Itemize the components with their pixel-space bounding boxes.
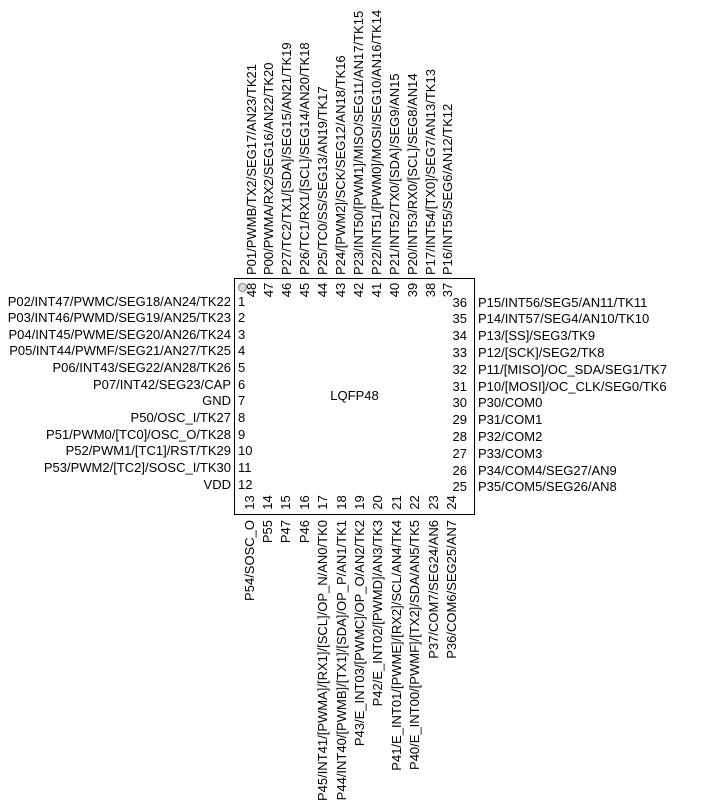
pin-label-top: P24/[PWM2]/SCK/SEG12/AN18/TK16 [333, 55, 348, 275]
pin-number-right: 29 [452, 412, 467, 428]
pin-number-top: 40 [386, 282, 402, 298]
pin-number-right: 35 [452, 311, 467, 327]
pin-number-top: 48 [243, 282, 259, 298]
pin-number-right: 25 [452, 479, 467, 495]
pin-label-left: P04/INT45/PWME/SEG20/AN26/TK24 [8, 326, 231, 342]
pin-label-left: P06/INT43/SEG22/AN28/TK26 [52, 360, 231, 376]
pin-label-right: P14/INT57/SEG4/AN10/TK10 [478, 311, 650, 327]
pin-number-left: 8 [238, 410, 246, 426]
pin-label-left: P53/PWM2/[TC2]/SOSC_I/TK30 [43, 460, 231, 475]
pin-number-right: 31 [452, 378, 467, 394]
pin-number-top: 43 [333, 282, 348, 298]
pin-label-left: P51/PWM0/[TC0]/OSC_O/TK28 [46, 426, 231, 442]
pin-number-top: 45 [297, 282, 313, 298]
pin-number-top: 39 [404, 282, 420, 298]
pin-number-right: 34 [452, 328, 467, 344]
pin-label-left: P07/INT42/SEG23/CAP [92, 376, 231, 392]
pin-label-right: P34/COM4/SEG27/AN9 [478, 462, 617, 478]
pin-label-left: VDD [203, 476, 231, 492]
pin-number-bottom: 15 [278, 495, 294, 510]
pin-label-left: GND [202, 393, 231, 409]
pin-number-top: 46 [279, 282, 295, 298]
pin-label-right: P35/COM5/SEG26/AN8 [478, 479, 617, 495]
pin-label-right: P15/INT56/SEG5/AN11/TK11 [478, 294, 648, 310]
pin-number-bottom: 18 [333, 495, 349, 510]
package-name: LQFP48 [330, 388, 379, 403]
pin-number-top: 38 [422, 282, 438, 298]
pin-number-top: 41 [368, 282, 384, 298]
pin-number-bottom: 23 [425, 495, 441, 510]
pin-label-bottom: P44/INT40/[PWMB]/[TX1]/[SDA]/OP_P/AN1/TK1 [333, 520, 349, 801]
pin-number-bottom: 17 [315, 495, 331, 510]
pin-label-top: P26/TC1/RX1/[SCL]/SEG14/AN20/TK18 [297, 42, 313, 275]
pin-label-top: P17/INT54/[TX0]/SEG7/AN13/TK13 [422, 69, 438, 275]
pin-number-top: 37 [440, 282, 456, 298]
pin-number-right: 33 [452, 344, 467, 360]
pin-label-top: P00/PWMA/RX2/SEG16/AN22/TK20 [261, 62, 277, 275]
pin-number-right: 30 [452, 395, 467, 411]
pin-number-right: 26 [452, 462, 467, 478]
pin-label-bottom: P43/E_INT03/[PWMC]/OP_O/AN2/TK2 [351, 520, 367, 747]
pin-number-bottom: 21 [388, 495, 404, 510]
pin-label-right: P12/[SCK]/SEG2/TK8 [478, 344, 605, 360]
pin-number-top: 44 [315, 282, 331, 298]
pin-label-bottom: P54/SOSC_O [241, 520, 257, 601]
pin-number-top: 42 [350, 282, 366, 298]
pin-number-bottom: 22 [407, 495, 423, 510]
pin-number-top: 47 [261, 282, 277, 298]
pin-label-left: P02/INT47/PWMC/SEG18/AN24/TK22 [7, 293, 231, 309]
pin-label-top: P16/INT55/SEG6/AN12/TK12 [440, 103, 456, 275]
pin-label-top: P22/INT51/[PWM0]/MOSI/SEG10/AN16/TK14 [368, 9, 384, 275]
pin-number-bottom: 19 [351, 495, 367, 510]
pin-label-bottom: P37/COM7/SEG24/AN6 [425, 520, 441, 659]
pin-number-left: 4 [238, 343, 246, 359]
pin-number-left: 6 [238, 376, 246, 392]
pin-label-bottom: P36/COM6/SEG25/AN7 [443, 520, 459, 659]
pin-label-right: P10/[MOSI]/OC_CLK/SEG0/TK6 [478, 378, 667, 394]
pin-number-right: 28 [452, 428, 467, 444]
pin-label-bottom: P55 [259, 520, 275, 544]
pin-number-bottom: 14 [259, 495, 275, 510]
pin-number-left: 5 [238, 360, 246, 376]
pin-label-left: P50/OSC_I/TK27 [130, 410, 231, 426]
pin-label-right: P13/[SS]/SEG3/TK9 [478, 328, 596, 344]
pin-number-left: 3 [238, 326, 246, 342]
pin-number-left: 11 [238, 460, 252, 475]
pin-label-right: P11/[MISO]/OC_SDA/SEG1/TK7 [478, 361, 668, 377]
pin-number-right: 27 [452, 445, 467, 461]
pin-number-right: 36 [452, 294, 467, 310]
pin-number-left: 9 [238, 426, 246, 442]
pin-label-top: P23/INT50/[PWM1]/MISO/SEG11/AN17/TK15 [350, 10, 366, 275]
pin-label-top: P20/INT53/RX0/[SCL]/SEG8/AN14 [404, 73, 420, 275]
pin-label-left: P52/PWM1/[TC1]/RST/TK29 [65, 443, 231, 459]
pin-label-right: P31/COM1 [478, 412, 543, 428]
pin-number-right: 32 [452, 361, 467, 377]
pin-label-bottom: P41/E_INT01/[PWME]/[RX2]/SCL/AN4/TK4 [388, 520, 404, 771]
pin-label-right: P32/COM2 [478, 428, 543, 444]
pin-label-bottom: P47 [278, 520, 294, 544]
pin-label-top: P27/TC2/TX1/[SDA]/SEG15/AN21/TK19 [279, 42, 295, 275]
pin-number-bottom: 13 [241, 495, 257, 510]
pin-label-bottom: P46 [296, 520, 312, 544]
pin-label-top: P01/PWMB/TX2/SEG17/AN23/TK21 [243, 64, 259, 275]
pin-label-top: P25/TC0/SS/SEG13/AN19/TK17 [315, 86, 331, 275]
pin-label-bottom: P45/INT41/[PWMA]/[RX1]/[SCL]/OP_N/AN0/TK0 [315, 520, 331, 801]
pin-number-left: 2 [238, 310, 246, 326]
pin-number-left: 10 [238, 443, 253, 459]
pin-number-left: 7 [238, 393, 246, 409]
pin-label-bottom: P40/E_INT00/[PWMF]/[TX2]/SDA/AN5/TK5 [407, 520, 423, 770]
pin-number-bottom: 16 [296, 495, 312, 510]
pin-number-left: 1 [238, 293, 246, 309]
pin-label-right: P33/COM3 [478, 445, 543, 461]
pin-label-left: P05/INT44/PWMF/SEG21/AN27/TK25 [9, 343, 231, 359]
pin-number-bottom: 24 [443, 495, 459, 510]
pin-label-top: P21/INT52/TX0/[SDA]/SEG9/AN15 [386, 73, 402, 275]
pin-number-bottom: 20 [370, 495, 386, 510]
pin-label-left: P03/INT46/PWMD/SEG19/AN25/TK23 [7, 310, 231, 326]
pin-label-right: P30/COM0 [478, 395, 543, 411]
pin-number-left: 12 [238, 476, 253, 492]
pin-label-bottom: P42/E_INT02/[PWMD]/AN3/TK3 [370, 520, 386, 707]
